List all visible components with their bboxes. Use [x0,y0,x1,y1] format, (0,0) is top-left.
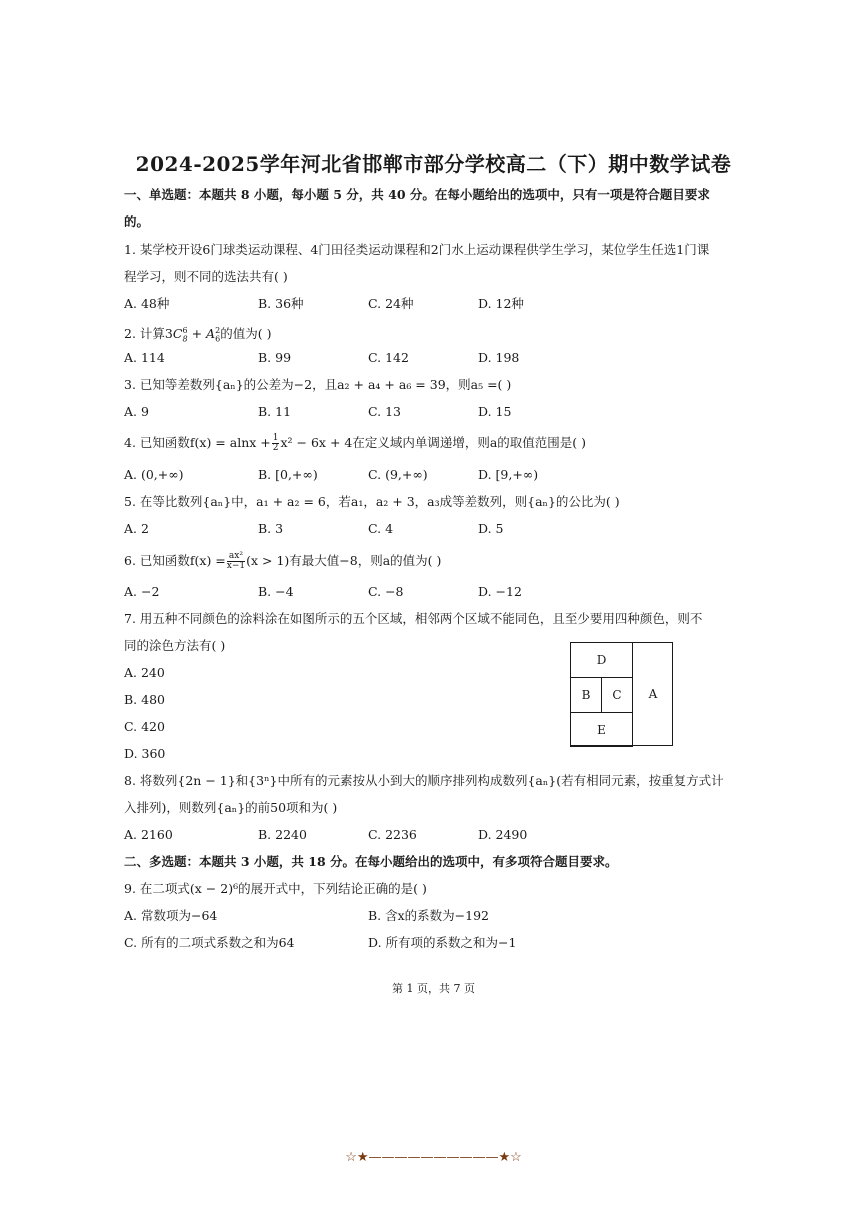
q2-option-a: A. 114 [124,350,165,365]
q1-option-b: B. 36种 [258,296,304,311]
q5-option-c: C. 4 [368,521,394,536]
q7-line2: 同的涂色方法有( ) [124,638,226,653]
section1-heading-line1: 一、单选题：本题共 8 小题，每小题 5 分，共 40 分。在每小题给出的选项中，只有一项是符合题目要求 [124,187,710,202]
q8-option-b: B. 2240 [258,827,307,842]
q6-suffix: (x > 1)有最大值−8，则a的值为( ) [246,553,442,568]
decorative-stars: ☆★——————————★☆ [345,1150,522,1165]
q8-option-c: C. 2236 [368,827,417,842]
q2-suffix: 的值为( ) [220,326,272,342]
q3-option-a: A. 9 [124,404,149,419]
q8-option-d: D. 2490 [478,827,528,842]
q9-option-b: B. 含x的系数为−192 [368,908,490,923]
q9-option-a: A. 常数项为−64 [124,908,218,923]
q9-text: 9. 在二项式(x − 2)⁶的展开式中，下列结论正确的是( ) [124,881,427,896]
q4-option-a: A. (0,+∞) [124,467,184,482]
q7-region-diagram [570,642,673,746]
q6-option-a: A. −2 [124,584,160,599]
q4-fraction: $\frac{1}{2}$ [272,433,279,453]
q7-option-a: A. 240 [124,665,165,680]
q6-option-b: B. −4 [258,584,294,599]
q6-option-d: D. −12 [478,584,522,599]
region-e: E [570,712,633,747]
q4-text [124,434,586,453]
q6-option-c: C. −8 [368,584,404,599]
q8-line1: 8. 将数列{2n − 1}和{3ⁿ}中所有的元素按从小到大的顺序排列构成数列{aₙ}(若有相同元素，按重复方式计 [124,773,724,788]
q6-fraction: $\frac{\text{ax²}}{x-1}$ [226,551,246,571]
section2-heading: 二、多选题：本题共 3 小题，共 18 分。在每小题给出的选项中，有多项符合题目要求。 [124,854,618,869]
q2-option-d: D. 198 [478,350,520,365]
q3-option-c: C. 13 [368,404,401,419]
q5-text: 5. 在等比数列{aₙ}中，a₁ + a₂ = 6，若a₁，a₂ + 3，a₃成等差数列，则{aₙ}的公比为( ) [124,494,620,509]
region-c: C [601,677,633,713]
q3-text: 3. 已知等差数列{aₙ}的公差为−2，且a₂ + a₄ + a₆ = 39，则a₅ =( ) [124,377,512,392]
q7-line1: 7. 用五种不同颜色的涂料涂在如图所示的五个区域，相邻两个区域不能同色，且至少要用四种颜色，则不 [124,611,703,626]
region-b: B [570,677,602,713]
q6-text [124,552,441,571]
q2-option-c: C. 142 [368,350,409,365]
q2-text: 2. 计算$3C_8^6 + A_6^2$的值为( ) [124,326,272,344]
q8-line2: 入排列)，则数列{aₙ}的前50项和为( ) [124,800,338,815]
q4-option-b: B. [0,+∞) [258,467,318,482]
q4-option-d: D. [9,+∞) [478,467,539,482]
q3-option-d: D. 15 [478,404,512,419]
q9-option-d: D. 所有项的系数之和为−1 [368,935,517,950]
q7-option-b: B. 480 [124,692,165,707]
q5-option-d: D. 5 [478,521,504,536]
q5-option-a: A. 2 [124,521,149,536]
q1-line1: 1. 某学校开设6门球类运动课程、4门田径类运动课程和2门水上运动课程供学生学习，某位学生任选1门课 [124,242,710,257]
q3-option-b: B. 11 [258,404,292,419]
q1-option-c: C. 24种 [368,296,414,311]
q2-option-b: B. 99 [258,350,292,365]
q4-prefix: 4. 已知函数f(x) = alnx + [124,435,271,450]
q8-option-a: A. 2160 [124,827,173,842]
q7-option-d: D. 360 [124,746,166,761]
region-a: A [632,642,673,746]
q1-option-d: D. 12种 [478,296,524,311]
q1-option-a: A. 48种 [124,296,170,311]
q4-option-c: C. (9,+∞) [368,467,428,482]
region-d: D [570,642,633,678]
q1-line2: 程学习，则不同的选法共有( ) [124,269,288,284]
q5-option-b: B. 3 [258,521,284,536]
q7-option-c: C. 420 [124,719,165,734]
q4-suffix: x² − 6x + 4在定义域内单调递增，则a的取值范围是( ) [280,435,587,450]
q6-prefix: 6. 已知函数f(x) = [124,553,226,568]
q2-prefix: 2. 计算3 [124,326,173,342]
section1-heading-line2: 的。 [124,214,150,229]
page-footer: 第 1 页，共 7 页 [392,982,475,995]
page-title: 2024-2025学年河北省邯郸市部分学校高二（下）期中数学试卷 [135,152,732,176]
q9-option-c: C. 所有的二项式系数之和为64 [124,935,295,950]
